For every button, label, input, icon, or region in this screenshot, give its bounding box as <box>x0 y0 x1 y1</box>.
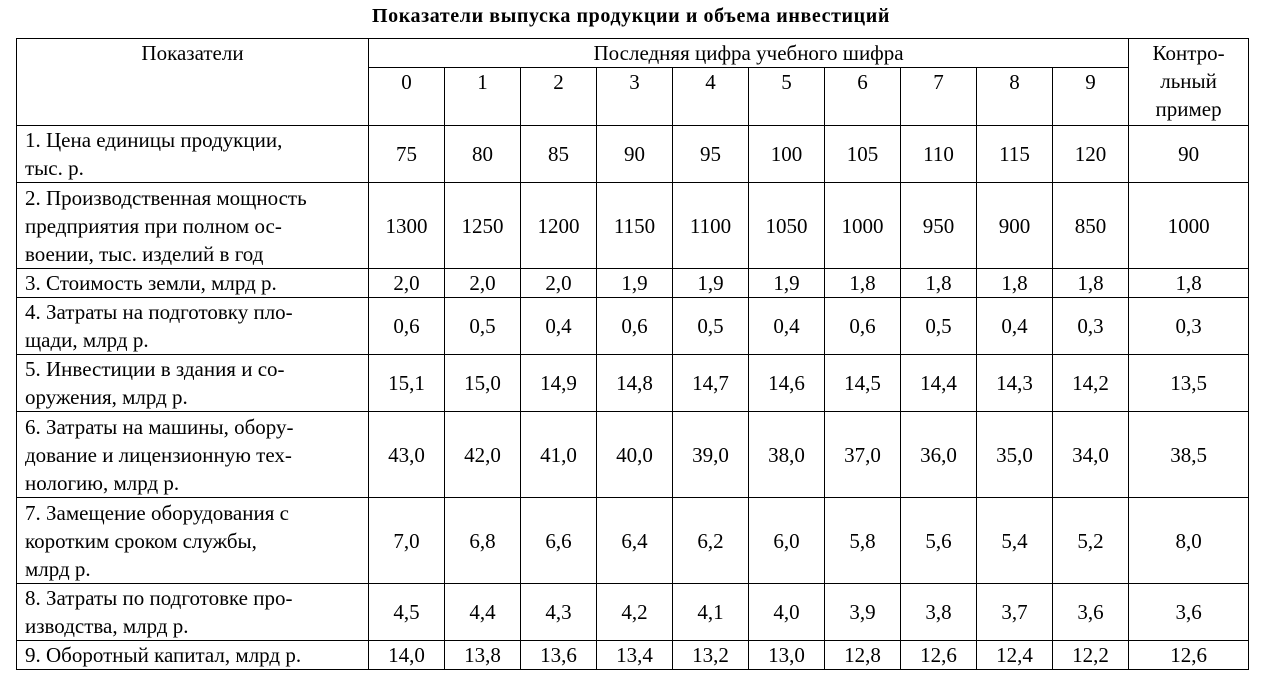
control-value-cell: 3,6 <box>1129 584 1249 641</box>
control-value-cell: 1,8 <box>1129 269 1249 298</box>
value-cell: 36,0 <box>901 412 977 498</box>
value-cell: 85 <box>521 126 597 183</box>
value-cell: 6,2 <box>673 498 749 584</box>
row-label-line: 7. Замещение оборудования с <box>25 500 289 525</box>
header-control-line: пример <box>1155 97 1222 121</box>
header-control-line: льный <box>1160 69 1217 93</box>
row-label-line: изводства, млрд р. <box>25 614 189 638</box>
header-indicators: Показатели <box>17 39 369 126</box>
value-cell: 3,9 <box>825 584 901 641</box>
value-cell: 2,0 <box>521 269 597 298</box>
table-row <box>17 498 1249 584</box>
value-cell: 850 <box>1053 183 1129 269</box>
header-control-line: Контро- <box>1152 41 1225 65</box>
table-row <box>17 641 1249 670</box>
value-cell: 4,1 <box>673 584 749 641</box>
value-cell: 41,0 <box>521 412 597 498</box>
header-control-example <box>1129 39 1249 126</box>
table-row <box>17 183 1249 269</box>
row-label-line: 4. Затраты на подготовку пло- <box>25 300 293 324</box>
value-cell: 14,8 <box>597 355 673 412</box>
row-label-line: нологию, млрд р. <box>25 470 180 495</box>
value-cell: 34,0 <box>1053 412 1129 498</box>
value-cell: 14,9 <box>521 355 597 412</box>
control-value-cell: 13,5 <box>1129 355 1249 412</box>
row-label <box>17 269 369 298</box>
value-cell: 1100 <box>673 183 749 269</box>
row-label <box>17 126 369 183</box>
value-cell: 1,9 <box>749 269 825 298</box>
value-cell: 1150 <box>597 183 673 269</box>
row-label <box>17 641 369 670</box>
value-cell: 6,8 <box>445 498 521 584</box>
value-cell: 1050 <box>749 183 825 269</box>
value-cell: 0,4 <box>749 298 825 355</box>
value-cell: 13,8 <box>445 641 521 670</box>
value-cell: 1,8 <box>977 269 1053 298</box>
value-cell: 105 <box>825 126 901 183</box>
row-label-line: тыс. р. <box>25 156 84 180</box>
table-row <box>17 269 1249 298</box>
value-cell: 14,6 <box>749 355 825 412</box>
value-cell: 13,6 <box>521 641 597 670</box>
value-cell: 13,4 <box>597 641 673 670</box>
value-cell: 5,2 <box>1053 498 1129 584</box>
value-cell: 4,3 <box>521 584 597 641</box>
value-cell: 80 <box>445 126 521 183</box>
header-digit: 2 <box>521 68 597 126</box>
value-cell: 4,2 <box>597 584 673 641</box>
value-cell: 14,0 <box>369 641 445 670</box>
table-row <box>17 355 1249 412</box>
row-label-line: 5. Инвестиции в здания и со- <box>25 357 285 381</box>
value-cell: 15,1 <box>369 355 445 412</box>
value-cell: 12,4 <box>977 641 1053 670</box>
value-cell: 0,5 <box>901 298 977 355</box>
header-digit: 6 <box>825 68 901 126</box>
value-cell: 6,4 <box>597 498 673 584</box>
row-label <box>17 355 369 412</box>
value-cell: 1250 <box>445 183 521 269</box>
value-cell: 43,0 <box>369 412 445 498</box>
value-cell: 12,6 <box>901 641 977 670</box>
value-cell: 0,5 <box>673 298 749 355</box>
row-label-line: оружения, млрд р. <box>25 385 188 409</box>
value-cell: 115 <box>977 126 1053 183</box>
value-cell: 7,0 <box>369 498 445 584</box>
value-cell: 0,6 <box>825 298 901 355</box>
row-label <box>17 498 369 584</box>
row-label-line: 3. Стоимость земли, млрд р. <box>25 271 277 295</box>
value-cell: 4,0 <box>749 584 825 641</box>
table-header <box>17 39 1249 126</box>
indicators-table <box>16 38 1249 670</box>
value-cell: 0,6 <box>597 298 673 355</box>
table-row <box>17 584 1249 641</box>
row-label-line: воении, тыс. изделий в год <box>25 241 264 266</box>
value-cell: 13,2 <box>673 641 749 670</box>
value-cell: 6,0 <box>749 498 825 584</box>
value-cell: 40,0 <box>597 412 673 498</box>
value-cell: 14,5 <box>825 355 901 412</box>
value-cell: 13,0 <box>749 641 825 670</box>
row-label-line: дование и лицензионную тех- <box>25 442 292 467</box>
value-cell: 90 <box>597 126 673 183</box>
row-label-line: 6. Затраты на машины, обору- <box>25 414 294 439</box>
header-digit: 7 <box>901 68 977 126</box>
value-cell: 37,0 <box>825 412 901 498</box>
value-cell: 15,0 <box>445 355 521 412</box>
header-last-digit: Последняя цифра учебного шифра <box>369 39 1129 68</box>
value-cell: 1,9 <box>673 269 749 298</box>
value-cell: 39,0 <box>673 412 749 498</box>
row-label <box>17 183 369 269</box>
row-label-line: 8. Затраты по подготовке про- <box>25 586 293 610</box>
control-value-cell: 38,5 <box>1129 412 1249 498</box>
value-cell: 2,0 <box>369 269 445 298</box>
value-cell: 950 <box>901 183 977 269</box>
value-cell: 75 <box>369 126 445 183</box>
value-cell: 14,7 <box>673 355 749 412</box>
row-label-line: 1. Цена единицы продукции, <box>25 128 283 152</box>
header-digit: 0 <box>369 68 445 126</box>
row-label-line: млрд р. <box>25 556 91 581</box>
control-value-cell: 0,3 <box>1129 298 1249 355</box>
row-label <box>17 584 369 641</box>
value-cell: 100 <box>749 126 825 183</box>
table-row <box>17 412 1249 498</box>
value-cell: 1,8 <box>1053 269 1129 298</box>
value-cell: 3,6 <box>1053 584 1129 641</box>
row-label-line: 2. Производственная мощность <box>25 185 307 210</box>
value-cell: 1,9 <box>597 269 673 298</box>
value-cell: 14,3 <box>977 355 1053 412</box>
row-label <box>17 412 369 498</box>
value-cell: 0,3 <box>1053 298 1129 355</box>
value-cell: 1300 <box>369 183 445 269</box>
value-cell: 1,8 <box>901 269 977 298</box>
value-cell: 4,5 <box>369 584 445 641</box>
value-cell: 42,0 <box>445 412 521 498</box>
row-label-line: коротким сроком службы, <box>25 528 257 553</box>
control-value-cell: 12,6 <box>1129 641 1249 670</box>
value-cell: 12,2 <box>1053 641 1129 670</box>
value-cell: 3,8 <box>901 584 977 641</box>
control-value-cell: 1000 <box>1129 183 1249 269</box>
control-value-cell: 8,0 <box>1129 498 1249 584</box>
row-label-line: щади, млрд р. <box>25 328 149 352</box>
value-cell: 95 <box>673 126 749 183</box>
value-cell: 12,8 <box>825 641 901 670</box>
value-cell: 38,0 <box>749 412 825 498</box>
value-cell: 4,4 <box>445 584 521 641</box>
row-label-line: 9. Оборотный капитал, млрд р. <box>25 643 302 667</box>
table-body <box>17 126 1249 670</box>
value-cell: 5,6 <box>901 498 977 584</box>
value-cell: 1000 <box>825 183 901 269</box>
value-cell: 110 <box>901 126 977 183</box>
value-cell: 0,4 <box>521 298 597 355</box>
value-cell: 0,4 <box>977 298 1053 355</box>
header-digit: 4 <box>673 68 749 126</box>
value-cell: 14,2 <box>1053 355 1129 412</box>
header-digit: 5 <box>749 68 825 126</box>
header-digit: 9 <box>1053 68 1129 126</box>
value-cell: 0,5 <box>445 298 521 355</box>
header-digit: 1 <box>445 68 521 126</box>
control-value-cell: 90 <box>1129 126 1249 183</box>
value-cell: 900 <box>977 183 1053 269</box>
value-cell: 35,0 <box>977 412 1053 498</box>
header-digit: 3 <box>597 68 673 126</box>
value-cell: 1200 <box>521 183 597 269</box>
value-cell: 0,6 <box>369 298 445 355</box>
table-row <box>17 298 1249 355</box>
value-cell: 1,8 <box>825 269 901 298</box>
value-cell: 5,8 <box>825 498 901 584</box>
table-row <box>17 126 1249 183</box>
header-digit: 8 <box>977 68 1053 126</box>
row-label <box>17 298 369 355</box>
table-title: Показатели выпуска продукции и объема инвестиций <box>371 5 891 27</box>
value-cell: 6,6 <box>521 498 597 584</box>
value-cell: 14,4 <box>901 355 977 412</box>
value-cell: 120 <box>1053 126 1129 183</box>
row-label-line: предприятия при полном ос- <box>25 213 282 238</box>
value-cell: 2,0 <box>445 269 521 298</box>
value-cell: 5,4 <box>977 498 1053 584</box>
value-cell: 3,7 <box>977 584 1053 641</box>
